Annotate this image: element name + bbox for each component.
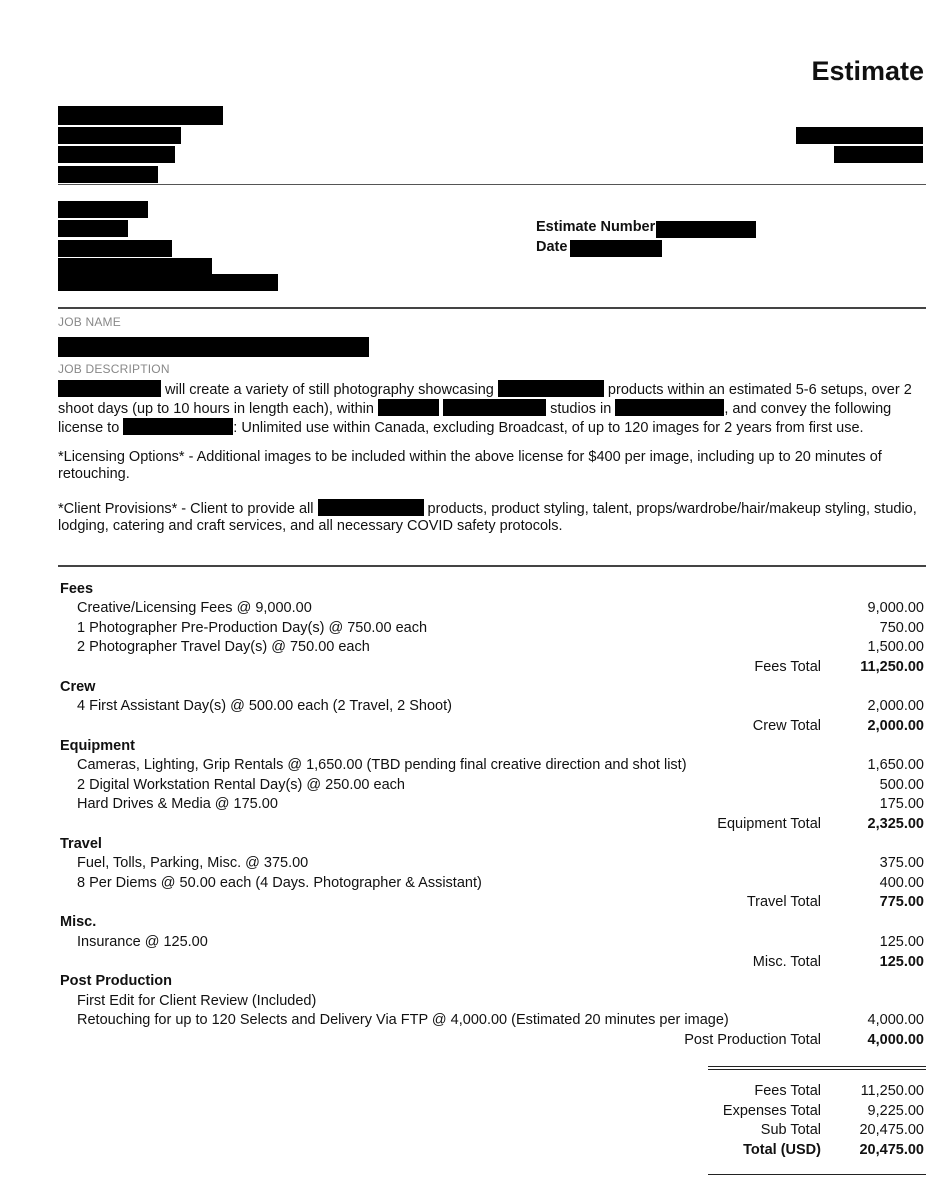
redacted-client-line	[58, 240, 172, 257]
estimate-number-label: Estimate Number	[536, 219, 656, 235]
line-item-desc: 4 First Assistant Day(s) @ 500.00 each (2 Travel, 2 Shoot)	[77, 698, 452, 714]
section-total-label: Crew Total	[752, 718, 821, 734]
divider	[58, 565, 926, 567]
line-item-desc: Insurance @ 125.00	[77, 934, 208, 950]
section-total-value: 4,000.00	[867, 1032, 924, 1048]
summary-subtotal-value: 20,475.00	[859, 1122, 924, 1138]
description-text: will create a variety of still photography showcasing	[165, 382, 494, 398]
redacted-address-line	[58, 146, 175, 163]
line-item-amount: 2,000.00	[867, 698, 924, 714]
date-label: Date	[536, 239, 568, 255]
line-item-amount: 125.00	[879, 934, 924, 950]
provisions-text: products, product styling, talent, props/wardrobe/hair/makeup styling, studio,	[427, 501, 917, 517]
section-total-value: 125.00	[879, 954, 924, 970]
redacted-job-name	[58, 337, 369, 357]
provisions-text: *Client Provisions* - Client to provide all	[58, 501, 314, 517]
redacted-client-line	[58, 220, 128, 237]
section-heading-crew: Crew	[60, 679, 96, 695]
redacted-client-line	[58, 274, 278, 291]
section-total-label: Equipment Total	[717, 816, 821, 832]
redacted-text	[378, 399, 439, 416]
description-text: studios in	[550, 401, 612, 417]
line-item-desc: 1 Photographer Pre-Production Day(s) @ 750.00 each	[77, 620, 428, 636]
redacted-company-name	[58, 106, 223, 125]
summary-total-value: 20,475.00	[859, 1142, 924, 1158]
job-description-label: JOB DESCRIPTION	[58, 362, 170, 376]
line-item-desc: 8 Per Diems @ 50.00 each (4 Days. Photographer & Assistant)	[77, 875, 482, 891]
description-line	[58, 399, 923, 418]
section-heading-equipment: Equipment	[60, 738, 135, 754]
page-title: Estimate	[811, 56, 924, 86]
line-item-amount: 175.00	[879, 796, 924, 812]
section-total-label: Post Production Total	[684, 1032, 821, 1048]
line-item-amount: 1,500.00	[867, 639, 924, 655]
redacted-text	[58, 380, 161, 397]
provisions-line: lodging, catering and craft services, and all necessary COVID safety protocols.	[58, 518, 563, 534]
provisions-line	[58, 499, 923, 518]
redacted-contact-line	[834, 146, 923, 163]
redacted-client-name	[58, 201, 148, 218]
line-item-desc: Creative/Licensing Fees @ 9,000.00	[77, 600, 312, 616]
summary-fees-value: 11,250.00	[860, 1083, 924, 1099]
licensing-options-paragraph	[58, 449, 923, 483]
summary-expenses-label: Expenses Total	[722, 1103, 821, 1119]
line-item-amount: 4,000.00	[867, 1012, 924, 1028]
description-line	[58, 380, 923, 399]
line-item-amount: 500.00	[879, 777, 924, 793]
section-total-value: 11,250.00	[860, 659, 924, 675]
summary-double-rule	[708, 1069, 926, 1070]
line-item-desc: Fuel, Tolls, Parking, Misc. @ 375.00	[77, 855, 309, 871]
section-heading-post-production: Post Production	[60, 973, 172, 989]
licensing-line: *Licensing Options* - Additional images to be included within the above license for $400 per image, including up to 20 minutes of	[58, 449, 882, 465]
redacted-address-line	[58, 166, 158, 183]
line-item-amount: 750.00	[879, 620, 924, 636]
job-description-paragraph	[58, 380, 923, 437]
section-total-value: 2,000.00	[867, 718, 924, 734]
redacted-date	[570, 240, 662, 257]
line-item-amount: 1,650.00	[867, 757, 924, 773]
line-item-desc: Cameras, Lighting, Grip Rentals @ 1,650.00 (TBD pending final creative direction and shot list)	[77, 757, 687, 773]
section-total-label: Fees Total	[754, 659, 821, 675]
section-heading-fees: Fees	[60, 581, 94, 597]
line-item-desc: Retouching for up to 120 Selects and Delivery Via FTP @ 4,000.00 (Estimated 20 minutes per image)	[77, 1012, 729, 1028]
redacted-estimate-number	[656, 221, 756, 238]
divider	[58, 184, 926, 185]
section-total-value: 775.00	[879, 894, 924, 910]
redacted-text	[615, 399, 724, 416]
line-item-desc: First Edit for Client Review (Included)	[77, 993, 317, 1009]
job-name-label: JOB NAME	[58, 315, 121, 329]
summary-expenses-value: 9,225.00	[867, 1103, 924, 1119]
redacted-address-line	[58, 127, 181, 144]
summary-total-label: Total (USD)	[743, 1142, 821, 1158]
redacted-text	[318, 499, 424, 516]
description-text: products within an estimated 5-6 setups, over 2	[607, 382, 912, 398]
client-provisions-paragraph	[58, 499, 923, 535]
summary-fees-label: Fees Total	[754, 1083, 821, 1099]
line-item-desc: Hard Drives & Media @ 175.00	[77, 796, 278, 812]
summary-double-rule	[708, 1066, 926, 1067]
line-item-desc: 2 Photographer Travel Day(s) @ 750.00 each	[77, 639, 370, 655]
description-text: , and convey the following	[724, 401, 892, 417]
summary-subtotal-label: Sub Total	[760, 1122, 821, 1138]
line-item-amount: 375.00	[879, 855, 924, 871]
description-line	[58, 418, 923, 437]
summary-bottom-rule	[708, 1174, 926, 1175]
description-text: shoot days (up to 10 hours in length each), within	[58, 401, 374, 417]
redacted-text	[443, 399, 546, 416]
redacted-text	[498, 380, 604, 397]
redacted-text	[123, 418, 233, 435]
section-total-label: Misc. Total	[752, 954, 821, 970]
redacted-client-line	[58, 258, 212, 275]
section-heading-misc: Misc.	[60, 914, 97, 930]
description-text: license to	[58, 420, 120, 436]
redacted-contact-line	[796, 127, 923, 144]
line-item-amount: 400.00	[879, 875, 924, 891]
section-total-label: Travel Total	[746, 894, 821, 910]
section-heading-travel: Travel	[60, 836, 102, 852]
licensing-line: retouching.	[58, 466, 130, 482]
description-text: : Unlimited use within Canada, excluding Broadcast, of up to 120 images for 2 years from first use.	[233, 420, 864, 436]
divider	[58, 307, 926, 309]
section-total-value: 2,325.00	[867, 816, 924, 832]
line-item-desc: 2 Digital Workstation Rental Day(s) @ 250.00 each	[77, 777, 405, 793]
line-item-amount: 9,000.00	[867, 600, 924, 616]
